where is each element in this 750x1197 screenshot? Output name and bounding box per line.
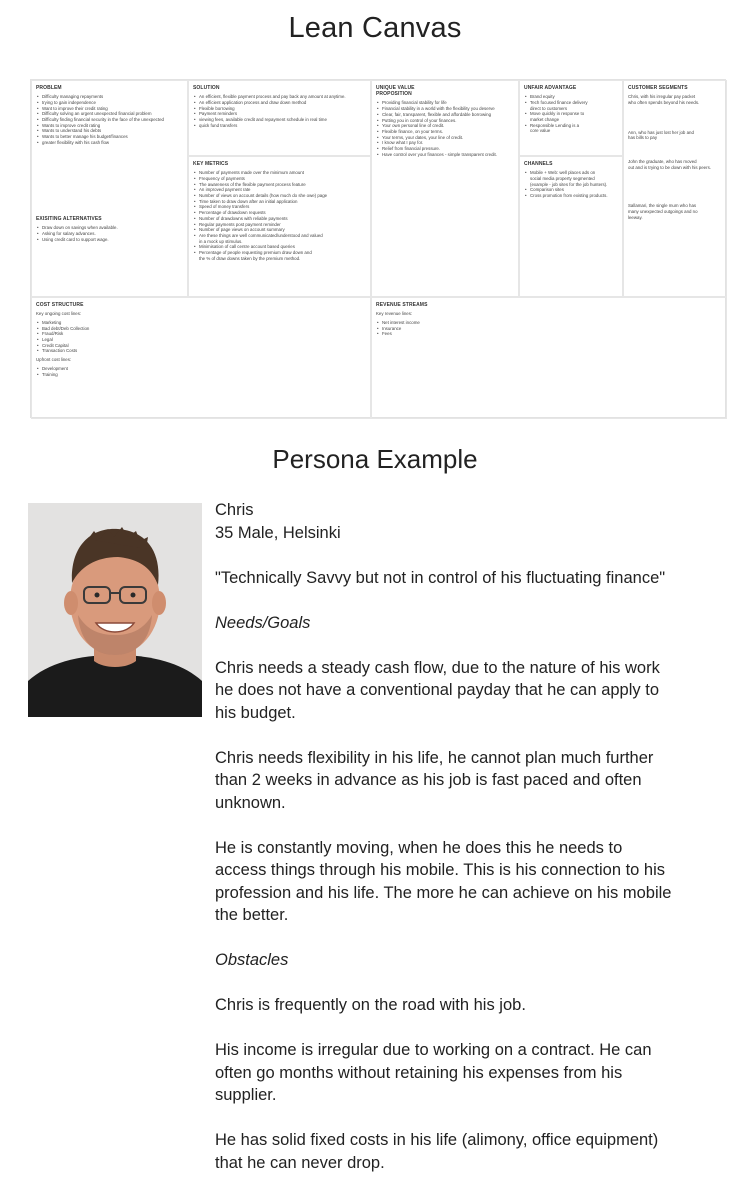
- unfair-advantage-cell: [519, 80, 623, 156]
- paragraph-line: Chris needs flexibility in his life, he cannot plan much further: [215, 748, 654, 767]
- list-item: • Marketing: [36, 320, 366, 326]
- existing-alternatives-list: [36, 225, 183, 242]
- list-item: • An efficient, flexible payment process and pay back any amount at anytime.: [193, 94, 366, 100]
- paragraph-line: he does not have a conventional payday that he can apply to: [215, 681, 659, 699]
- list-item: • Cross promotion from existing products.: [524, 193, 618, 199]
- list-item: • Draw down on savings when available.: [36, 225, 183, 231]
- list-item: • trying to gain independence: [36, 100, 183, 106]
- paragraph-line: Chris needs a steady cash flow, due to the nature of his work: [215, 658, 660, 677]
- cost-structure-heading: COST STRUCTURE: [36, 302, 84, 308]
- solution-heading: SOLUTION: [193, 85, 220, 91]
- persona-quote: "Technically Savvy but not in control of his fluctuating finance": [215, 568, 666, 587]
- lean-canvas-board: [30, 79, 726, 418]
- needs-paragraph-1: [215, 657, 725, 725]
- list-item: • Want to improve their credit rating: [36, 106, 183, 112]
- list-item: • Flexible finance, on your terms.: [376, 129, 514, 135]
- list-item: • Bad debt/Deb Collection: [36, 326, 366, 332]
- persona-photo: [28, 503, 202, 717]
- list-item: • Using credit card to support wage.: [36, 237, 183, 243]
- list-item: • Fees: [376, 331, 722, 337]
- paragraph-line: than 2 weeks in advance as his job is fast paced and often: [215, 771, 642, 789]
- lean-canvas-title: Lean Canvas: [288, 12, 462, 44]
- list-item: • Minimisation of call centre account based queries: [193, 244, 366, 250]
- unfair-advantage-heading: UNFAIR ADVANTAGE: [524, 85, 577, 91]
- solution-cell: [188, 80, 371, 156]
- list-item: • Your own personal line of credit.: [376, 123, 514, 129]
- list-item: • Mobile + Web: well places ads on social media property segmented (example - job sites for the job hunters).: [524, 170, 618, 187]
- list-item: • Training: [36, 372, 366, 378]
- list-item: • Putting you in control of your finances.: [376, 118, 514, 124]
- list-item: • Difficulty solving an urgent unexpected financial problem: [36, 111, 183, 117]
- paragraph-line: often go months without retaining his expenses from his: [215, 1063, 623, 1082]
- list-item: • Are these things are well communicated/understood and valued in a mock up stimulus.: [193, 233, 366, 244]
- revenue-streams-cell: [371, 297, 727, 419]
- problem-list: [36, 94, 183, 145]
- list-item: • Development: [36, 366, 366, 372]
- list-item: • An improved payment rate: [193, 187, 366, 193]
- key-metrics-cell: [188, 156, 371, 297]
- channels-heading: CHANNELS: [524, 161, 553, 167]
- paragraph-line: His income is irregular due to working on a contract. He can: [215, 1041, 652, 1059]
- needs-goals-heading: Needs/Goals: [215, 613, 311, 632]
- list-item: • Number of page views on account summary: [193, 227, 366, 233]
- list-item: • Number of drawdowns with reliable payments: [193, 216, 366, 222]
- list-item: • Transaction Costs: [36, 348, 366, 354]
- paragraph-line: his budget.: [215, 703, 296, 722]
- list-item: • Brand equity: [524, 94, 618, 100]
- list-item: • Frequency of payments: [193, 176, 366, 182]
- list-item: • Difficulty finding financial security in the face of the unexpected: [36, 117, 183, 123]
- list-item: • I know what I pay for.: [376, 140, 514, 146]
- existing-alternatives-heading: EXISITING ALTERNATIVES: [36, 216, 102, 222]
- list-item: • Relief from financial pressure.: [376, 146, 514, 152]
- list-item: • Percentage of people requesting premium draw down and the % of draw downs taken by the premium method.: [193, 250, 366, 261]
- paragraph-line: He has solid fixed costs in his life (alimony, office equipment): [215, 1131, 659, 1149]
- paragraph-line: the better.: [215, 906, 289, 924]
- channels-cell: [519, 156, 623, 297]
- list-item: • Insurance: [376, 326, 722, 332]
- list-item: • viewing fees, available credit and repayment schedule in real time: [193, 117, 366, 123]
- persona-portrait-image: [28, 503, 202, 717]
- uvp-heading: UNIQUE VALUE PROPOSITION: [376, 85, 415, 98]
- existing-alternatives-cell: [31, 212, 188, 297]
- list-item: • Move quickly in response to market change: [524, 111, 618, 122]
- list-item: • Difficulty managing repayments: [36, 94, 183, 100]
- persona-title: Persona Example: [272, 444, 478, 474]
- paragraph-line: supplier.: [215, 1086, 277, 1104]
- customer-segments-heading: CUSTOMER SEGMENTS: [628, 85, 688, 91]
- list-item: • An efficient application process and draw down method: [193, 100, 366, 106]
- list-item: • Wants to better manage his budget/finances: [36, 134, 183, 140]
- unfair-advantage-list: [524, 94, 618, 134]
- list-item: • Your terms, your dates, your line of credit.: [376, 135, 514, 141]
- paragraph-line: access things through his mobile. This is his connection to his: [215, 861, 666, 879]
- list-item: • Net interest income: [376, 320, 722, 326]
- problem-heading: PROBLEM: [36, 85, 62, 91]
- cost-structure-cell: [31, 297, 371, 419]
- segment-john: John the graduate, who has moved out and is trying to be down with his peers.: [628, 159, 711, 170]
- revenue-list: [376, 320, 722, 337]
- list-item: • Tech focused finance delivery direct to customers: [524, 100, 618, 111]
- revenue-streams-heading: REVENUE STREAMS: [376, 302, 428, 308]
- paragraph-line: He is constantly moving, when he does this he needs to: [215, 838, 623, 857]
- revenue-label: Key revenue lines:: [376, 311, 413, 317]
- paragraph-line: unknown.: [215, 793, 286, 812]
- segment-sallamari: Sallamari, the single mum who has many unexpected outgoings and no leeway.: [628, 203, 698, 220]
- obstacles-paragraph-1: [215, 994, 725, 1017]
- list-item: • Providing financial stability for life: [376, 100, 514, 106]
- persona-demographics: 35 Male, Helsinki: [215, 523, 341, 542]
- list-item: • Flexible borrowing: [193, 106, 366, 112]
- list-item: • Financial stability in a world with the flexibility you deserve: [376, 106, 514, 112]
- list-item: • Asking for salary advances.: [36, 231, 183, 237]
- uvp-list: [376, 100, 514, 157]
- list-item: • Clear, fair, transparent, flexible and affordable borrowing: [376, 112, 514, 118]
- list-item: • Payment reminders: [193, 111, 366, 117]
- cost-ongoing-label: Key ongoing cost lines:: [36, 311, 82, 317]
- obstacles-paragraph-3: [215, 1129, 725, 1174]
- customer-segments-cell: [623, 80, 727, 297]
- cost-upfront-label: Upfront cost lines:: [36, 357, 72, 363]
- needs-paragraph-3: [215, 837, 725, 927]
- problem-cell: [31, 80, 188, 212]
- list-item: • Have control over your finances - simple transparent credit.: [376, 152, 514, 158]
- cost-upfront-list: [36, 366, 366, 377]
- key-metrics-heading: KEY METRICS: [193, 161, 229, 167]
- list-item: • Time taken to draw down after an initial application: [193, 199, 366, 205]
- list-item: • Speed of money transfers: [193, 204, 366, 210]
- paragraph-line: Chris is frequently on the road with his job.: [215, 996, 526, 1014]
- segment-ann: Ann, who has just lost her job and has bills to pay: [628, 129, 694, 141]
- key-metrics-list: [193, 170, 366, 261]
- list-item: • Wants to understand his debts: [36, 128, 183, 134]
- solution-list: [193, 94, 366, 128]
- list-item: • The awareness of the flexible payment process feature: [193, 182, 366, 188]
- list-item: • greater flexibility with his cash flow: [36, 140, 183, 146]
- list-item: • Wants to improve credit rating: [36, 123, 183, 129]
- paragraph-line: profession and his life. The more he can achieve on his mobile: [215, 883, 672, 902]
- channels-list: [524, 170, 618, 199]
- obstacles-heading: Obstacles: [215, 951, 289, 969]
- list-item: • Number of views on account details (how much do she owe) page: [193, 193, 366, 199]
- segment-chris: Chris, with his irregular pay packet who often spends beyond his needs.: [628, 94, 700, 105]
- obstacles-paragraph-2: [215, 1039, 725, 1107]
- list-item: • Percentage of drawdown requests: [193, 210, 366, 216]
- paragraph-line: that he can never drop.: [215, 1153, 385, 1172]
- list-item: • Credit Capital: [36, 343, 366, 349]
- list-item: • Fraud/Risk: [36, 331, 366, 337]
- unique-value-proposition-cell: [371, 80, 519, 297]
- list-item: • Legal: [36, 337, 366, 343]
- needs-paragraph-2: [215, 747, 725, 815]
- list-item: • Regular payments post payment reminder: [193, 222, 366, 228]
- persona-details: [215, 499, 725, 1174]
- list-item: • Responsible Lending is a core value: [524, 123, 618, 134]
- list-item: • Comparison sites: [524, 187, 618, 193]
- cost-ongoing-list: [36, 320, 366, 354]
- list-item: • Number of payments made over the minimum amount: [193, 170, 366, 176]
- persona-name: Chris: [215, 501, 254, 519]
- list-item: • quick fund transfers: [193, 123, 366, 129]
